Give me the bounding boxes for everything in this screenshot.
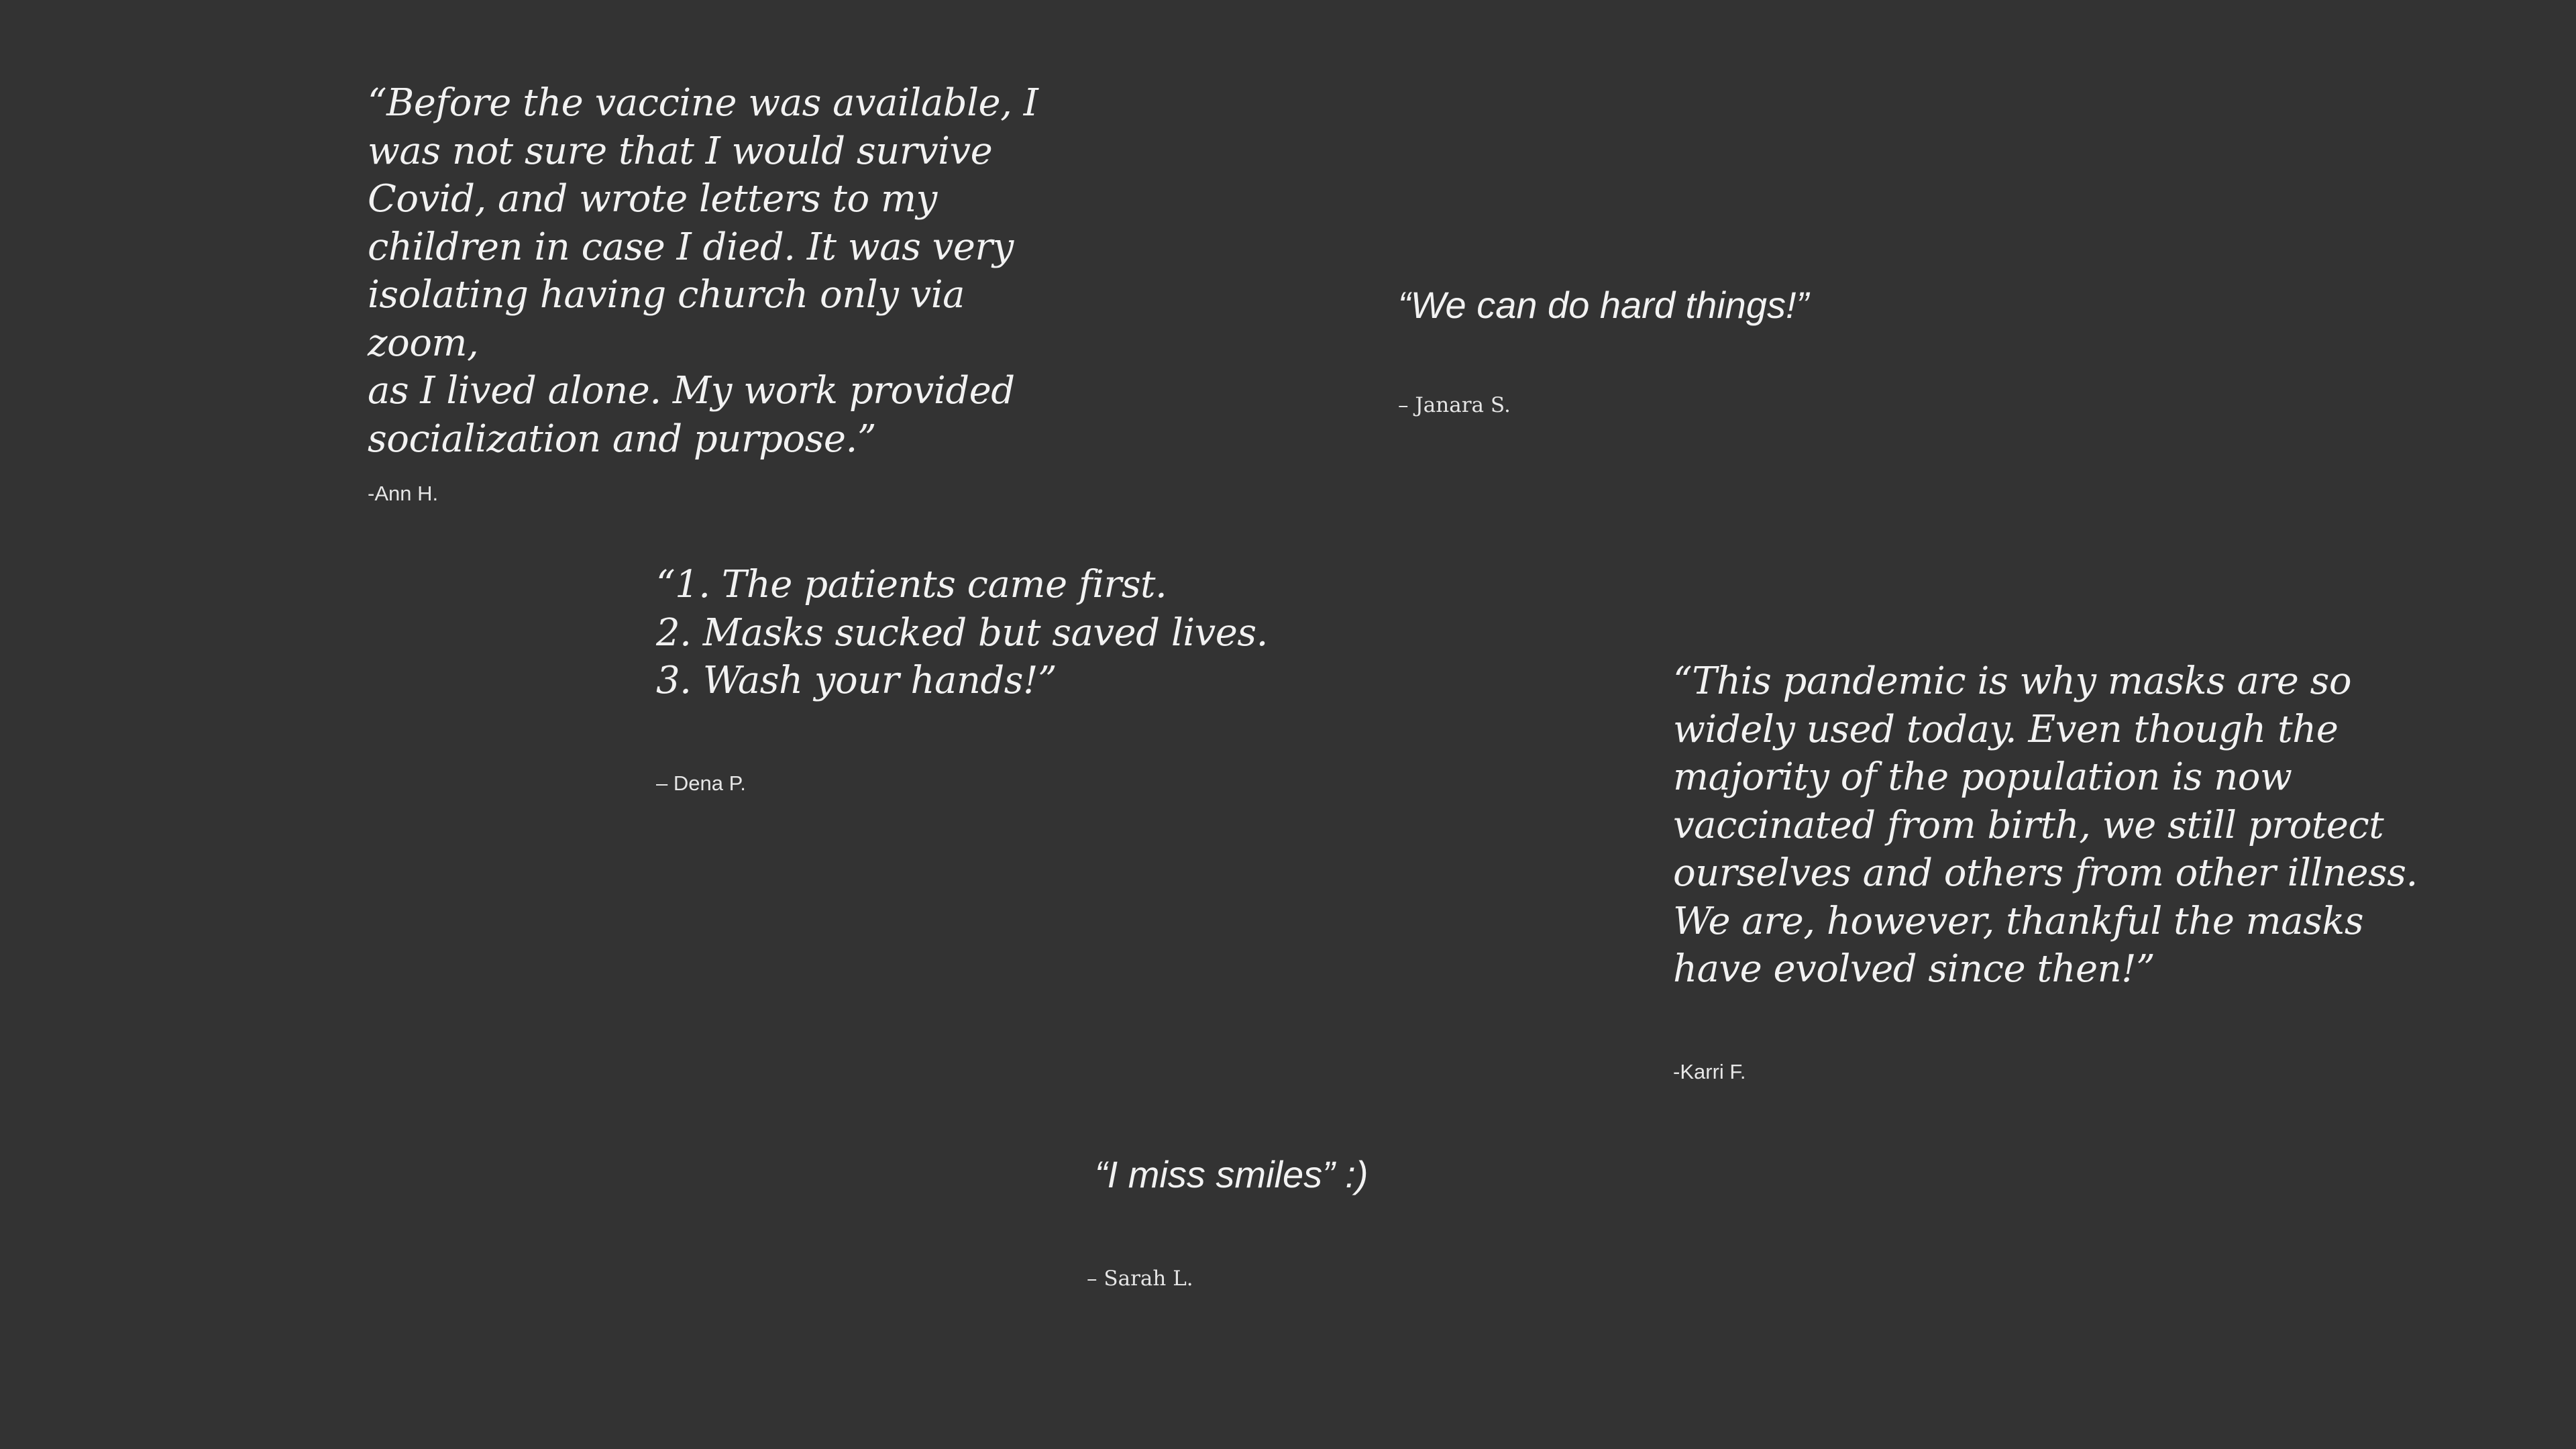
quote-author: -Karri F.	[1673, 1060, 1746, 1083]
quote-dena	[656, 561, 1327, 705]
quote-text: “We can do hard things!”	[1398, 284, 1809, 326]
quote-text: “1. The patients came first. 2. Masks sucked but saved lives. 3. Wash your hands!”	[656, 563, 1268, 702]
quote-author: – Janara S.	[1398, 393, 1511, 417]
quote-sarah	[1095, 1151, 1564, 1198]
quote-ann	[368, 79, 1079, 463]
quote-text: “I miss smiles” :)	[1095, 1153, 1368, 1195]
quote-text: “This pandemic is why masks are so widely used today. Even though the majority of the population is now vaccinated from birth, we still protect ourselves and others from other illness. We are, however, thankful the masks have evolved since then!”	[1673, 659, 2418, 991]
quote-author: – Dena P.	[656, 771, 746, 795]
quote-author: – Sarah L.	[1087, 1267, 1193, 1291]
quote-text: “Before the vaccine was available, I was not sure that I would survive Covid, and wrote letters to my children in case I died. It was very isolating having church only via zoom, as I lived alone. My work provided socialization and purpose.”	[368, 81, 1038, 461]
quote-karri	[1673, 657, 2438, 994]
quote-janara	[1398, 282, 2002, 329]
quote-author: -Ann H.	[368, 482, 439, 505]
